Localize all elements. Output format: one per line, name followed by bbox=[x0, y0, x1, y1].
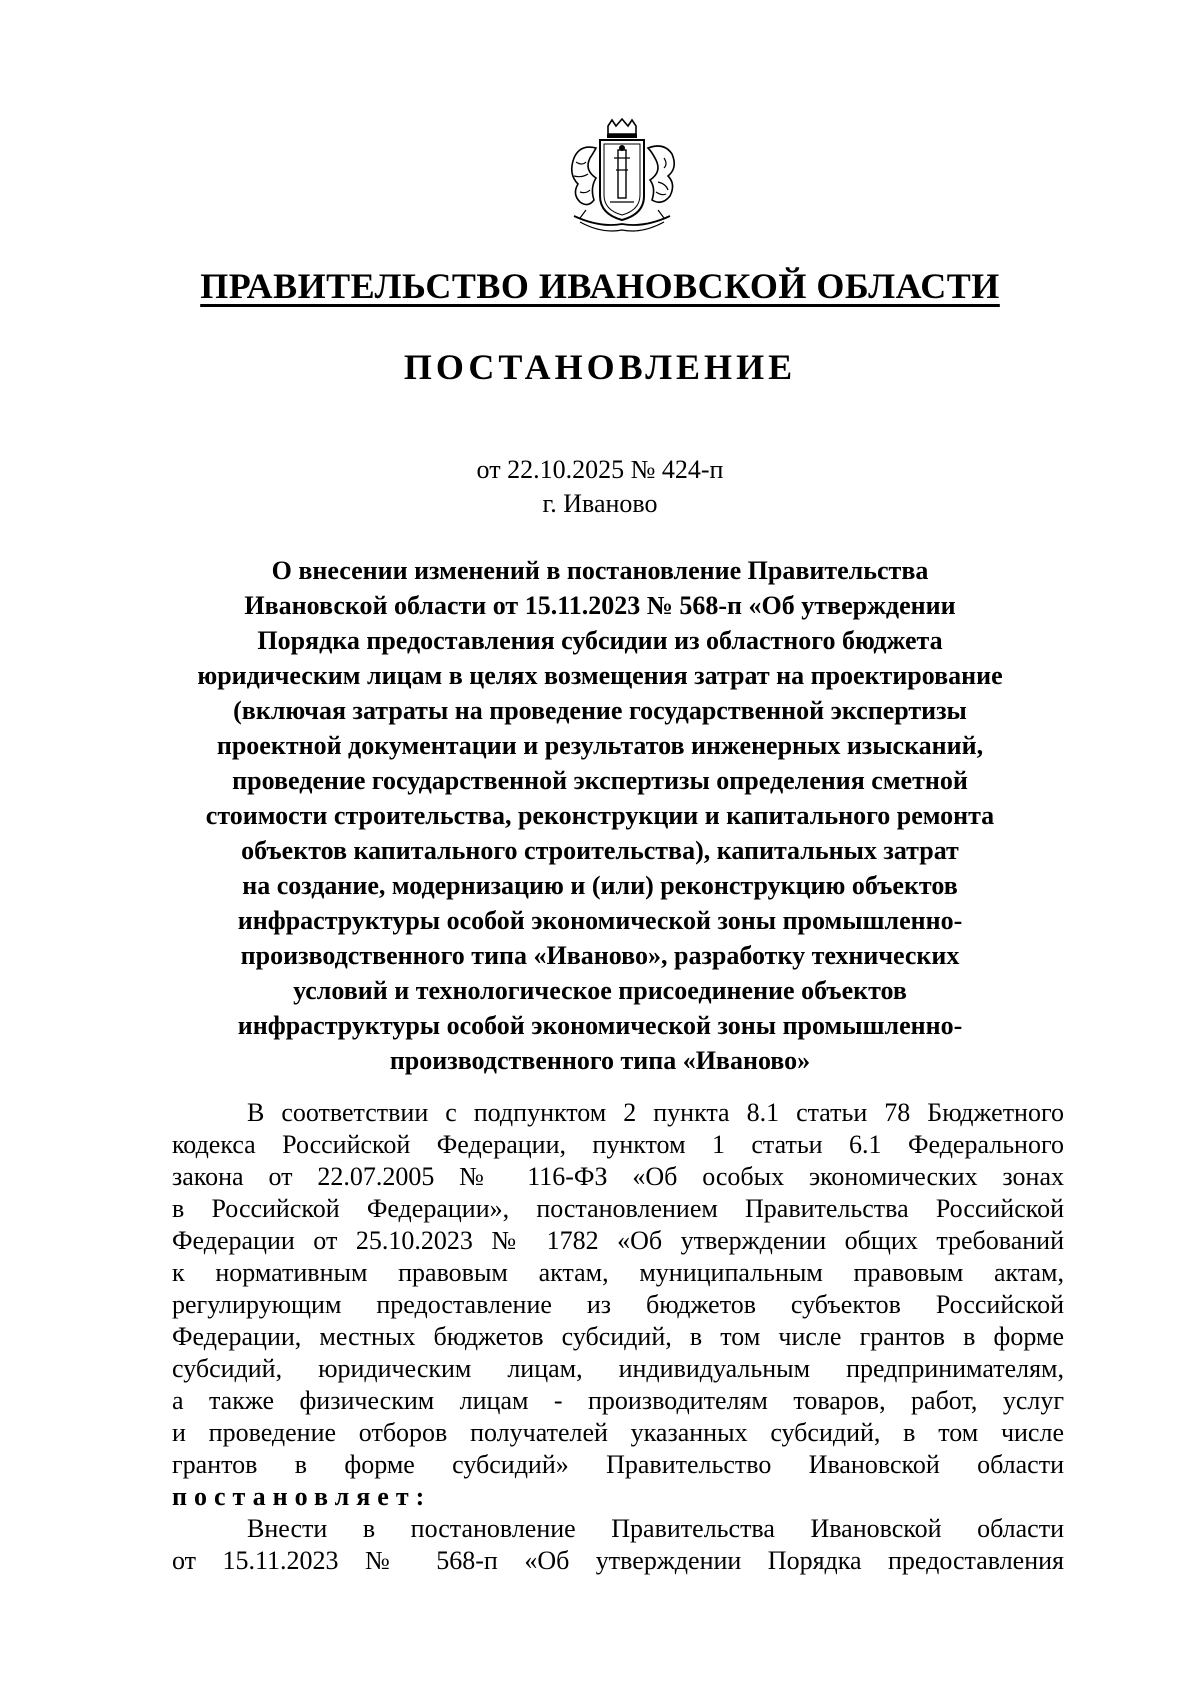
heading-line: стоимости строительства, реконструкции и капитального ремонта bbox=[205, 801, 995, 830]
document-date-number: от 22.10.2025 № 424-п bbox=[476, 455, 724, 484]
body-line: в Российской Федерации», постановлением Правительства Российской bbox=[172, 1194, 1064, 1223]
body-line: Федерации, местных бюджетов субсидий, в том числе грантов в форме bbox=[172, 1322, 1064, 1351]
coat-of-arms-emblem bbox=[560, 118, 684, 238]
body-line: а также физическим лицам - производителям товаров, работ, услуг bbox=[172, 1386, 1064, 1415]
body-line: субсидий, юридическим лицам, индивидуальным предпринимателям, bbox=[172, 1354, 1064, 1383]
heading-line: (включая затраты на проведение государственной экспертизы bbox=[233, 696, 967, 725]
body-line: к нормативным правовым актам, муниципальным правовым актам, bbox=[172, 1258, 1064, 1287]
heading-line: Порядка предоставления субсидии из областного бюджета bbox=[257, 626, 943, 655]
document-body bbox=[172, 1097, 1064, 1577]
government-title bbox=[0, 264, 1200, 308]
heading-line: проектной документации и результатов инженерных изысканий, bbox=[216, 731, 984, 760]
heading-line: производственного типа «Иваново», разработку технических bbox=[240, 941, 960, 970]
body-line: закона от 22.07.2005 № 116-ФЗ «Об особых экономических зонах bbox=[172, 1162, 1064, 1191]
body-line: Внести в постановление Правительства Ивановской области bbox=[247, 1514, 1064, 1543]
body-line: В соответствии с подпунктом 2 пункта 8.1 статьи 78 Бюджетного bbox=[247, 1098, 1064, 1127]
body-line: кодекса Российской Федерации, пунктом 1 статьи 6.1 Федерального bbox=[172, 1130, 1064, 1159]
heading-line: объектов капитального строительства), капитальных затрат bbox=[241, 836, 959, 865]
body-line: регулирующим предоставление из бюджетов субъектов Российской bbox=[172, 1290, 1064, 1319]
heading-line: условий и технологическое присоединение объектов bbox=[293, 976, 907, 1005]
heading-line: инфраструктуры особой экономической зоны промышленно- bbox=[237, 906, 963, 935]
government-title-text: ПРАВИТЕЛЬСТВО ИВАНОВСКОЙ ОБЛАСТИ bbox=[200, 266, 1000, 306]
body-line: от 15.11.2023 № 568-п «Об утверждении Порядка предоставления bbox=[172, 1546, 1064, 1575]
heading-line: юридическим лицам в целях возмещения затрат на проектирование bbox=[197, 661, 1003, 690]
resolves-word: постановляет: bbox=[172, 1482, 432, 1511]
heading-line: инфраструктуры особой экономической зоны промышленно- bbox=[237, 1011, 963, 1040]
heading-line: производственного типа «Иваново» bbox=[389, 1046, 811, 1075]
heading-line: проведение государственной экспертизы определения сметной bbox=[232, 766, 968, 795]
body-line: Федерации от 25.10.2023 № 1782 «Об утверждении общих требований bbox=[172, 1226, 1064, 1255]
body-line: грантов в форме субсидий» Правительство Ивановской области bbox=[172, 1450, 1064, 1479]
document-heading bbox=[150, 553, 1050, 1078]
heading-line: О внесении изменений в постановление Правительства bbox=[271, 556, 929, 585]
heading-line: на создание, модернизацию и (или) реконструкцию объектов bbox=[242, 871, 958, 900]
document-type-title: ПОСТАНОВЛЕНИЕ bbox=[403, 347, 797, 387]
document-city: г. Иваново bbox=[542, 489, 658, 518]
heading-line: Ивановской области от 15.11.2023 № 568-п «Об утверждении bbox=[244, 591, 956, 620]
resolves-line bbox=[172, 1481, 1064, 1513]
body-line: и проведение отборов получателей указанных субсидий, в том числе bbox=[172, 1418, 1064, 1447]
